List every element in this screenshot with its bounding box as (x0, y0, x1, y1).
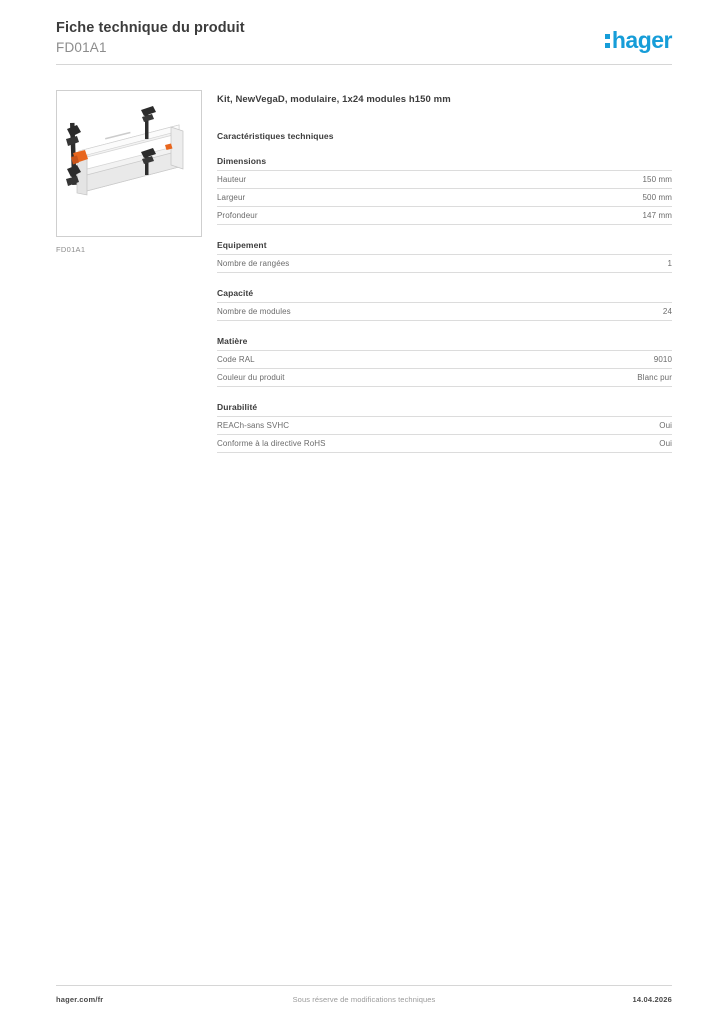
hager-logo (605, 29, 672, 52)
product-figure (56, 90, 204, 254)
spec-table (217, 416, 672, 453)
footer-disclaimer: Sous réserve de modifications techniques (292, 995, 436, 1004)
table-row (217, 171, 672, 189)
spec-value: 9010 (653, 354, 672, 364)
spec-group (217, 240, 672, 273)
table-row (217, 303, 672, 321)
spec-label: Conforme à la directive RoHS (217, 438, 326, 448)
spec-table (217, 302, 672, 321)
footer-divider (56, 985, 672, 986)
table-row (217, 189, 672, 207)
spec-label: Code RAL (217, 354, 255, 364)
spec-value: Oui (659, 438, 672, 448)
logo-wordmark: hager (611, 27, 672, 53)
spec-group (217, 288, 672, 321)
footer-website[interactable]: hager.com/fr (56, 995, 104, 1004)
spec-label: Profondeur (217, 210, 258, 220)
spec-value: 147 mm (642, 210, 672, 220)
product-image-caption: FD01A1 (56, 245, 86, 254)
spec-value: 150 mm (642, 174, 672, 184)
header-divider (56, 64, 672, 65)
page-title: Fiche technique du produit (56, 20, 245, 36)
spec-group-title: Dimensions (217, 156, 267, 166)
spec-label: Nombre de modules (217, 306, 291, 316)
table-row (217, 369, 672, 387)
spec-group-title: Capacité (217, 288, 254, 298)
spec-group-title: Matière (217, 336, 248, 346)
table-row (217, 255, 672, 273)
spec-label: Couleur du produit (217, 372, 285, 382)
table-row (217, 207, 672, 225)
logo-colon-icon (605, 34, 610, 48)
table-row (217, 435, 672, 453)
spec-label: Hauteur (217, 174, 247, 184)
product-reference: FD01A1 (56, 40, 107, 55)
product-image (56, 90, 202, 237)
spec-value: 1 (667, 258, 672, 268)
spec-value: Oui (659, 420, 672, 430)
spec-group-title: Equipement (217, 240, 267, 250)
spec-table (217, 350, 672, 387)
spec-group-title: Durabilité (217, 402, 258, 412)
spec-group (217, 336, 672, 387)
spec-value: 500 mm (642, 192, 672, 202)
spec-table (217, 170, 672, 225)
specification-groups (217, 156, 672, 453)
table-row (217, 417, 672, 435)
product-illustration-icon (57, 91, 202, 237)
product-name: Kit, NewVegaD, modulaire, 1x24 modules h150 mm (217, 94, 451, 105)
page-footer (56, 995, 672, 1009)
spec-label: Nombre de rangées (217, 258, 290, 268)
specifications-area (217, 94, 672, 453)
specifications-heading: Caractéristiques techniques (217, 131, 334, 141)
spec-group (217, 402, 672, 453)
spec-label: REACh-sans SVHC (217, 420, 290, 430)
table-row (217, 351, 672, 369)
spec-label: Largeur (217, 192, 246, 202)
spec-value: Blanc pur (637, 372, 672, 382)
spec-group (217, 156, 672, 225)
spec-value: 24 (662, 306, 672, 316)
page-header (56, 20, 672, 66)
footer-date: 14.04.2026 (632, 995, 672, 1004)
spec-table (217, 254, 672, 273)
